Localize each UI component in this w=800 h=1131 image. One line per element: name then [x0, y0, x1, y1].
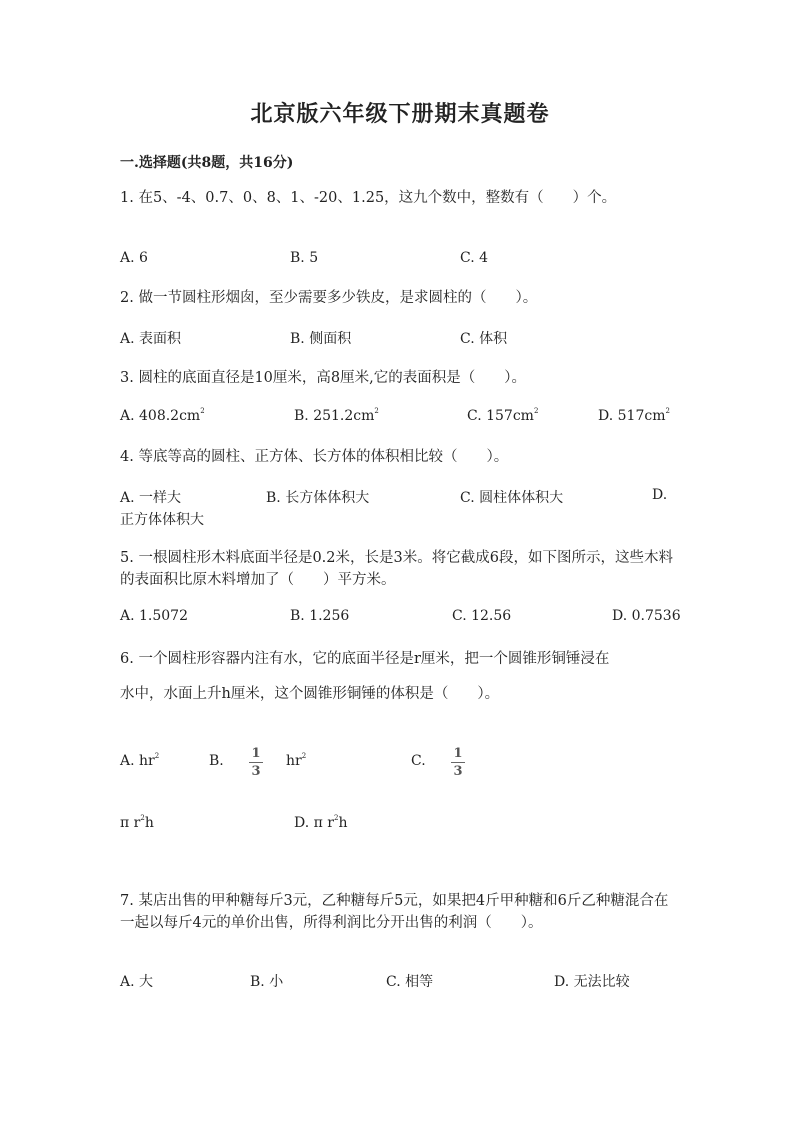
- page-title: 北京版六年级下册期末真题卷: [250, 101, 550, 127]
- section-heading: 一.选择题(共8题，共16分): [120, 155, 294, 171]
- fraction-denominator: 3: [251, 764, 261, 779]
- fraction-bar: [249, 762, 263, 763]
- fraction-numerator: 1: [453, 746, 463, 761]
- question-3-option-d: D. $517cm^2$: [598, 407, 670, 424]
- question-7-stem: 7. 某店出售的甲种糖每斤3元，乙种糖每斤5元，如果把4斤甲种糖和6斤乙种糖混合在一起以每斤4元的单价出售，所得利润比分开出售的利润（ ）。: [120, 893, 669, 931]
- question-1-stem: 1. 在5、-4、0.7、0、8、1、-20、1.25，这九个数中，整数有（ ）个。: [120, 190, 617, 206]
- question-6-option-b-expression: $hr^2$: [286, 752, 307, 769]
- question-5-stem: 5. 一根圆柱形木料底面半径是0.2米，长是3米。将它截成6段，如下图所示，这些木料的表面积比原木料增加了（ ）平方米。: [120, 550, 673, 588]
- question-7-option-c: C. 相等: [386, 974, 434, 990]
- question-7-option-b: B. 小: [250, 974, 284, 990]
- question-6-option-b-fraction: [249, 746, 263, 779]
- question-6-option-b-label: B.: [209, 753, 224, 769]
- question-2-stem: 2. 做一节圆柱形烟囱，至少需要多少铁皮，是求圆柱的（ ）。: [120, 290, 538, 306]
- question-4-option-d: D.: [652, 487, 668, 503]
- question-5-option-b: B. 1.256: [290, 608, 350, 624]
- question-3-stem: 3. 圆柱的底面直径是10厘米，高8厘米,它的表面积是（ ）。: [120, 370, 526, 386]
- question-3-option-b: B. $251.2cm^2$: [294, 407, 379, 424]
- question-7-option-a: A. 大: [120, 974, 154, 990]
- fraction-numerator: 1: [251, 746, 261, 761]
- question-6-stem-line-1: 6. 一个圆柱形容器内注有水，它的底面半径是r厘米，把一个圆锥形铜锤浸在: [120, 651, 610, 667]
- question-4-option-b: B. 长方体体积大: [266, 490, 370, 506]
- question-5-option-a: A. 1.5072: [120, 608, 188, 624]
- question-4-stem: 4. 等底等高的圆柱、正方体、长方体的体积相比较（ ）。: [120, 449, 509, 465]
- question-4-option-d-wrap: 正方体体积大: [120, 512, 204, 528]
- question-6-stem-line-2: 水中，水面上升h厘米，这个圆锥形铜锤的体积是（ ）。: [120, 686, 500, 702]
- fraction-bar: [451, 762, 465, 763]
- question-2-option-c: C. 体积: [460, 331, 508, 347]
- question-6-option-c-fraction: [451, 746, 465, 779]
- question-3-option-a: A. $408.2cm^2$: [120, 407, 205, 424]
- question-5-option-c: C. 12.56: [452, 608, 512, 624]
- question-1-option-c: C. 4: [460, 250, 489, 266]
- question-1-option-a: A. 6: [120, 250, 148, 266]
- question-2-option-b: B. 侧面积: [290, 331, 352, 347]
- question-3-option-c: C. $157cm^2$: [467, 407, 539, 424]
- question-6-option-c-label: C.: [411, 753, 426, 769]
- question-4-option-a: A. 一样大: [120, 490, 182, 506]
- question-5-option-d: D. 0.7536: [612, 608, 681, 624]
- question-7-option-d: D. 无法比较: [554, 974, 630, 990]
- fraction-denominator: 3: [453, 764, 463, 779]
- question-1-option-b: B. 5: [290, 250, 319, 266]
- question-6-option-d: D. π $r^2h$: [294, 814, 348, 831]
- question-4-option-c: C. 圆柱体体积大: [460, 490, 564, 506]
- question-6-option-c-expression: π $r^2h$: [120, 814, 154, 831]
- question-2-option-a: A. 表面积: [120, 331, 182, 347]
- question-6-option-a: A. $hr^2$: [120, 752, 160, 769]
